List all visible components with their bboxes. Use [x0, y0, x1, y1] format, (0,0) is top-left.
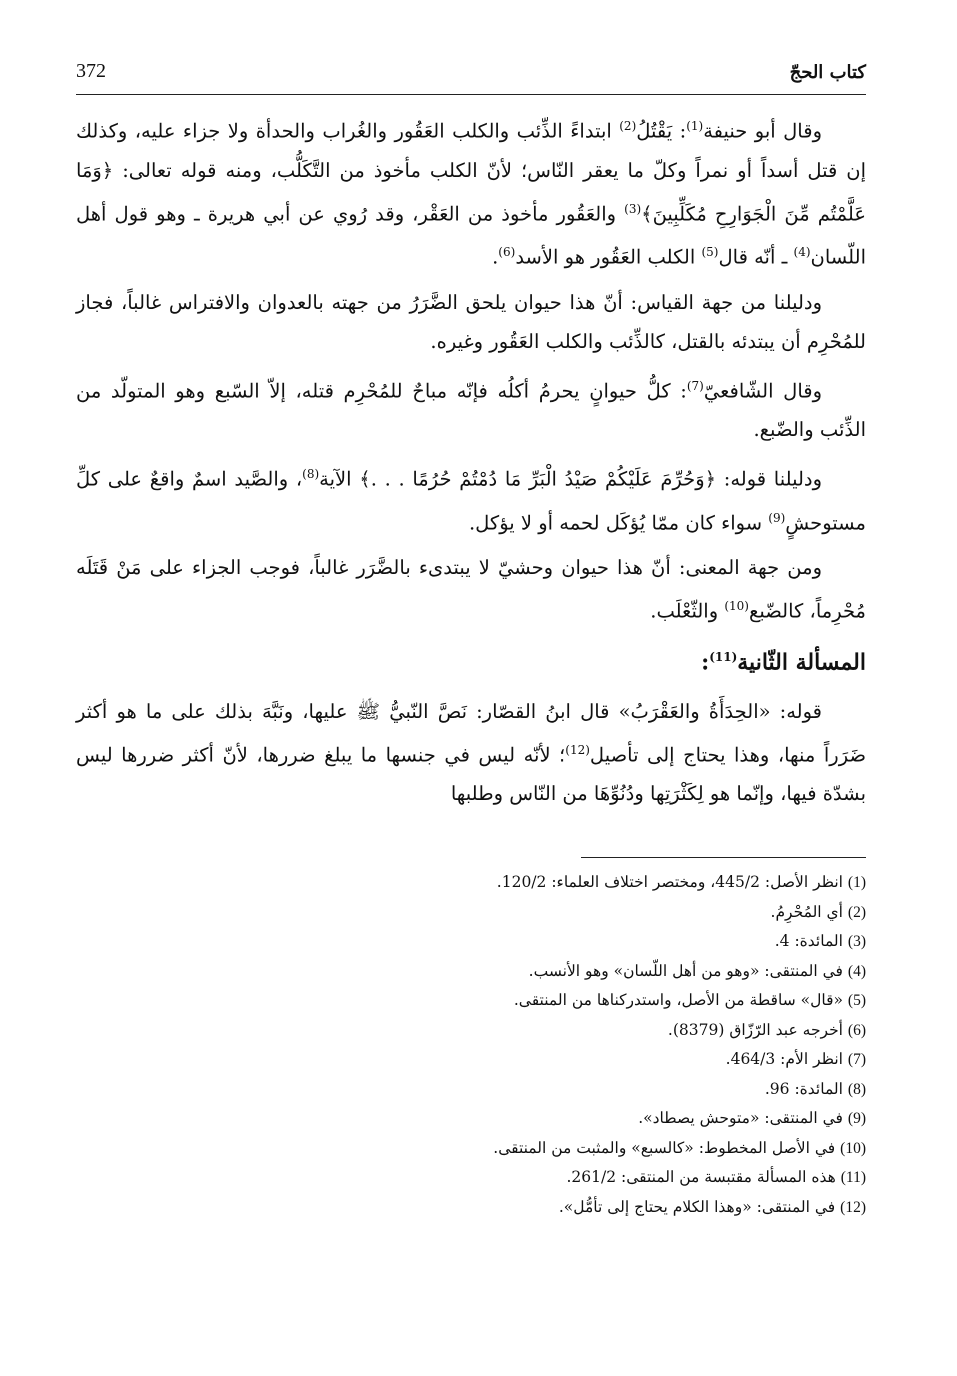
footnote-number: (10) [840, 1139, 866, 1157]
footnote-number: (9) [847, 1110, 866, 1128]
footnote-ref[interactable]: (6) [498, 245, 516, 259]
text-run: سواء كان ممّا يُؤكَل لحمه أو لا يؤكل. [468, 511, 769, 534]
footnote-ref[interactable]: (3) [624, 201, 642, 216]
footnote-text: «قال» ساقطة من الأصل، واستدركناها من المنتقى. [513, 991, 843, 1010]
footnote-text: أخرجه عبد الرّزّاق (8379). [667, 1020, 843, 1039]
text-run: والعَقُور مأخوذ من العَقْر، وقد رُوي عن أبي هريرة ـ وهو قول أهل اللّسان [76, 202, 866, 269]
text-run: والثّعْلَب. [650, 599, 725, 623]
chapter-title: كتاب الحجّ [789, 62, 866, 83]
footnote-text: في المنتقى: «وهو من أهل اللّسان» وهو الأنسب. [528, 961, 843, 980]
text-run: ومن جهة المعنى: أنّ هذا حيوان وحشيّ لا يبتدىء بالضَّرَر غالباً، فوجب الجزاء على مَنْ قَتَلَه مُحْرِماً، كالضّبع [76, 556, 866, 623]
paragraph-shafii [76, 367, 866, 450]
footnote-item [76, 1104, 866, 1134]
footnote-number: (7) [847, 1051, 866, 1069]
page-number: 372 [76, 60, 106, 82]
footnote-ref[interactable]: (1) [686, 119, 704, 133]
text-run: : كلُّ حيوانٍ يحرمُ أكلُه فإنّه مباحٌ للمُحْرِم قتله، إلاّ السّبع وهو المتولّد من الذِّئب والضّبع. [76, 379, 866, 441]
footnotes-list [76, 868, 866, 1222]
footnote-item [76, 898, 866, 928]
footnote-ref[interactable]: (9) [768, 510, 786, 525]
footnote-number: (1) [847, 874, 866, 892]
footnote-text: انظر الأصل: 445/2، ومختصر اختلاف العلماء: 120/2. [496, 873, 843, 892]
footnote-number: (8) [847, 1080, 866, 1098]
footnote-ref[interactable]: (2) [619, 119, 637, 133]
main-text [76, 107, 866, 813]
footnote-ref[interactable]: (7) [686, 378, 704, 393]
footnote-number: (12) [840, 1198, 866, 1216]
book-page [76, 56, 866, 1326]
footnote-item [76, 1075, 866, 1105]
footnote-item [76, 957, 866, 987]
footnote-item [76, 868, 866, 898]
text-run: ابتداءً الذِّئب والكلب العَقُور والغُراب والحدأة ولا جزاء عليه، وكذلك إن قتل أسداً أو نمراً وكلّ ما يعقر النّاس؛ لأنّ الكلب مأخوذ من التَّكَلُّب، ومنه قوله تعالى: ﴿وَمَا عَلَّمْتُم مِّنَ الْجَوَارِحِ مُكَلِّبِينَ﴾ [76, 119, 866, 225]
footnote-number: (5) [847, 992, 866, 1010]
footnote-number: (11) [840, 1169, 866, 1187]
footnote-ref[interactable]: (12) [565, 742, 590, 757]
footnote-text: في المنتقى: «وهذا الكلام يحتاج إلى تأمُّل». [558, 1197, 836, 1216]
paragraph-qiyas: ودليلنا من جهة القياس: أنّ هذا حيوان يلحق الضَّرَرُ من جهته بالعدوان والافتراس غالباً، فجاز للمُحْرِم أن يبتدئه بالقتل، كالذِّئب والكلب العَقُور وغيره. [76, 290, 866, 353]
footnote-text: في المنتقى: «متوحش يصطاد». [638, 1109, 843, 1128]
footnote-ref[interactable]: (4) [793, 245, 811, 259]
text-run: وقال الشّافعيّ [703, 379, 822, 402]
heading-colon: : [701, 648, 710, 675]
footnote-text: المائدة: 4. [774, 932, 843, 951]
text-run: ، والصَّيد اسمٌ واقعٌ على كلِّ مستوحشٍ [76, 467, 866, 534]
footnote-ref[interactable]: (11) [709, 649, 738, 664]
footnote-item [76, 986, 866, 1016]
page-header [76, 56, 866, 95]
footnote-ref[interactable]: (5) [701, 245, 719, 259]
text-run: ودليلنا قوله: ﴿وَحُرِّمَ عَلَيْكُمْ صَيْدُ الْبَرِّ مَا دُمْتُمْ حُرُمًا . . .﴾ الآية [319, 467, 822, 491]
footnote-item [76, 1193, 866, 1223]
footnote-text: أي المُحْرِمُ. [770, 902, 843, 921]
heading-text: المسألة الثّانية [737, 648, 866, 675]
paragraph-hidaa [76, 692, 866, 814]
footnote-text: انظر الأم: 464/3. [725, 1050, 843, 1069]
footnote-item [76, 1163, 866, 1193]
footnote-number: (3) [847, 933, 866, 951]
text-run: ؛ لأنّه ليس في جنسها ما يبلغ ضررها، لأنّ أكثر ضررها ليس بشدّة فيها، وإنّما هو لِكَثْرَتِها ودُنُوِّهَا من النّاس وطلبها [76, 743, 866, 806]
footnote-item [76, 1134, 866, 1164]
footnote-number: (6) [847, 1021, 866, 1039]
footnote-ref[interactable]: (10) [724, 599, 749, 613]
footnote-number: (4) [847, 962, 866, 980]
text-run: قوله: «الحِدَأَةُ والعَقْرَبُ» قال ابنُ القصّار: نَصَّ النّبيُّ ﷺ عليها، ونَبَّهَ بذلك على ما هو أكثر ضَرَراً منها، وهذا يحتاج إلى تأصيل [76, 699, 867, 767]
footnote-ref[interactable]: (8) [302, 467, 320, 481]
footnote-separator [581, 857, 866, 858]
text-run: ـ أنّه قال [718, 245, 794, 269]
text-run: . [492, 245, 499, 269]
footnote-text: في الأصل المخطوط: «كالسبع» والمثبت من المنتقى. [493, 1138, 836, 1157]
footnote-item [76, 1045, 866, 1075]
footnote-item [76, 1016, 866, 1046]
paragraph-abu-hanifa [76, 107, 866, 277]
text-run: الكلب العَقُور هو الأسد [515, 245, 702, 269]
text-run: : يَقْتُلُ [636, 119, 687, 143]
footnote-number: (2) [847, 903, 866, 921]
paragraph-meaning [76, 548, 866, 631]
section-heading [76, 637, 866, 682]
footnote-item [76, 927, 866, 957]
text-run: وقال أبو حنيفة [703, 119, 822, 143]
footnote-text: المائدة: 96. [764, 1079, 843, 1098]
footnote-text: هذه المسألة مقتبسة من المنتقى: 261/2. [566, 1168, 836, 1187]
paragraph-verse [76, 455, 866, 542]
